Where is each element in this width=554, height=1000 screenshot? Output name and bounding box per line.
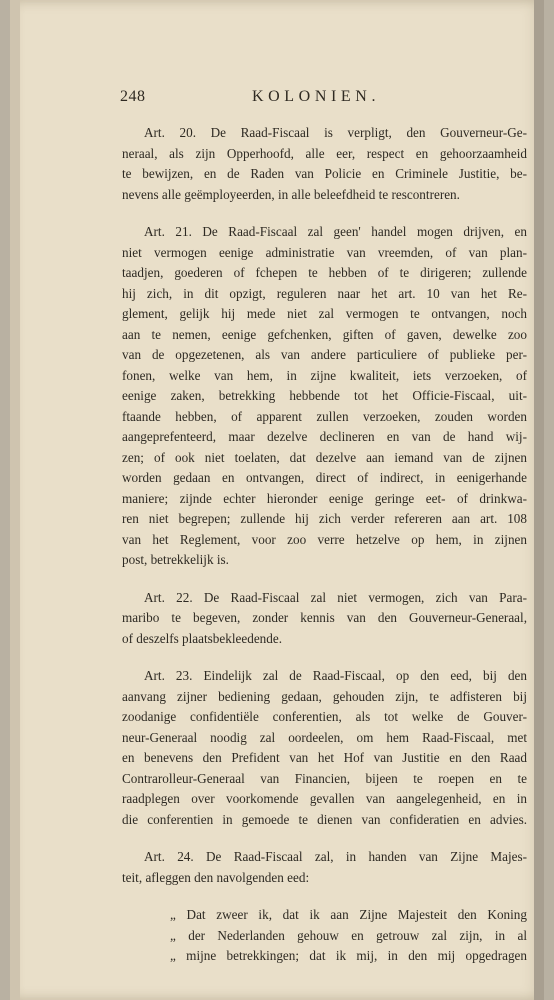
article-22 — [122, 588, 527, 650]
text-line: zen; of ook niet toelaten, dat dezelve aan iemand van de zijnen — [122, 449, 527, 465]
text-line: hij zich, in dit opzigt, reguleren naar het art. 10 van het Re- — [122, 285, 527, 301]
text-line: niet vermogen eenige administratie van vreemden, of van plan- — [122, 244, 527, 260]
text-line: Art. 23. Eindelijk zal de Raad-Fiscaal, op den eed, bij den — [144, 668, 527, 683]
book-page — [10, 0, 544, 1000]
page-header — [10, 88, 544, 112]
text-line: zoodanige confidentiële conferentien, als tot welke de Gouver- — [122, 709, 527, 724]
text-line: Contrarolleur-Generaal van Financien, bijeen te roepen en te — [122, 770, 527, 786]
page-right-edge — [534, 0, 544, 1000]
article-20 — [122, 123, 527, 205]
text-line: en benevens den Prefident van het Hof van Justitie en den Raad — [122, 750, 527, 765]
text-line: raadplegen over voorkomende gevallen van aangelegenheid, en in — [122, 791, 527, 806]
text-line: van de opgezetenen, als van andere particuliere of publieke per- — [122, 347, 527, 362]
article-21 — [122, 222, 527, 571]
text-line: neur-Generaal noodig zal oordeelen, om hem Raad-Fiscaal, met — [122, 729, 527, 745]
page-number: 248 — [120, 88, 146, 105]
text-line: aangeprefenteerd, maar dezelve declineren en van de hand wij- — [122, 429, 527, 444]
article-text — [122, 123, 527, 984]
text-line: glement, gelijk hij mede niet zal vermogen te ontvangen, noch — [122, 306, 527, 321]
text-line: post, betrekkelijk is. — [122, 552, 229, 567]
text-line: fonen, welke van hem, in zijne kwaliteit, iets verzoeken, of — [122, 367, 527, 383]
text-line: ren niet begrepen; zullende hij zich verder refereren aan art. 108 — [122, 511, 527, 526]
text-line: te bewijzen, en de Raden van Policie en Criminele Justitie, be- — [122, 166, 527, 181]
page-left-margin — [10, 0, 20, 1000]
text-line: aan te nemen, eenige gefchenken, giften of gaven, dewelke zoo — [122, 326, 527, 342]
text-line: maniere; zijnde echter hieronder eenige geringe eet- of drinkwa- — [122, 490, 527, 506]
article-24 — [122, 847, 527, 888]
text-line: van het Reglement, voor zoo verre hetzelve op hem, in zijnen — [122, 531, 527, 547]
article-23 — [122, 666, 527, 830]
text-line: „ Dat zweer ik, dat ik aan Zijne Majesteit den Koning — [170, 907, 527, 922]
text-line: Art. 21. De Raad-Fiscaal zal geen' handel mogen drijven, en — [144, 224, 527, 239]
text-line: maribo te begeven, zonder kennis van den Gouverneur-Generaal, — [122, 610, 527, 625]
text-line: aanvang zijner bediening gedaan, gehouden zijn, te adfisteren bij — [122, 688, 527, 704]
text-line: eenige zaken, betrekking hebbende tot het Officie-Fiscaal, uit- — [122, 388, 527, 403]
running-title: KOLONIEN. — [252, 88, 381, 105]
text-line: nevens alle geëmployeerden, in alle beleefdheid te rescontreren. — [122, 186, 460, 202]
text-line: „ mijne betrekkingen; dat ik mij, in den mij opgedragen — [170, 948, 527, 963]
oath-text — [170, 905, 527, 967]
text-line: die conferentien in gemoede te dienen van confideratien en advies. — [122, 811, 527, 827]
text-line: ftaande hebben, of apparent zullen verzoeken, zouden worden — [122, 408, 527, 424]
text-line: Art. 24. De Raad-Fiscaal zal, in handen van Zijne Majes- — [144, 849, 527, 864]
text-line: „ der Nederlanden gehouw en getrouw zal zijn, in al — [170, 927, 527, 943]
text-line: Art. 20. De Raad-Fiscaal is verpligt, den Gouverneur-Ge- — [144, 125, 527, 140]
text-line: Art. 22. De Raad-Fiscaal zal niet vermogen, zich van Para- — [144, 589, 527, 605]
text-line: teit, afleggen den navolgenden eed: — [122, 869, 310, 885]
text-line: taadjen, goederen of fchepen te hebben of te dirigeren; zullende — [122, 265, 527, 280]
text-line: neraal, als zijn Opperhoofd, alle eer, respect en gehoorzaamheid — [122, 145, 527, 161]
text-line: of deszelfs plaatsbekleedende. — [122, 630, 283, 646]
text-line: worden gedaan en ontvangen, direct of indirect, in eenigerhande — [122, 470, 527, 485]
